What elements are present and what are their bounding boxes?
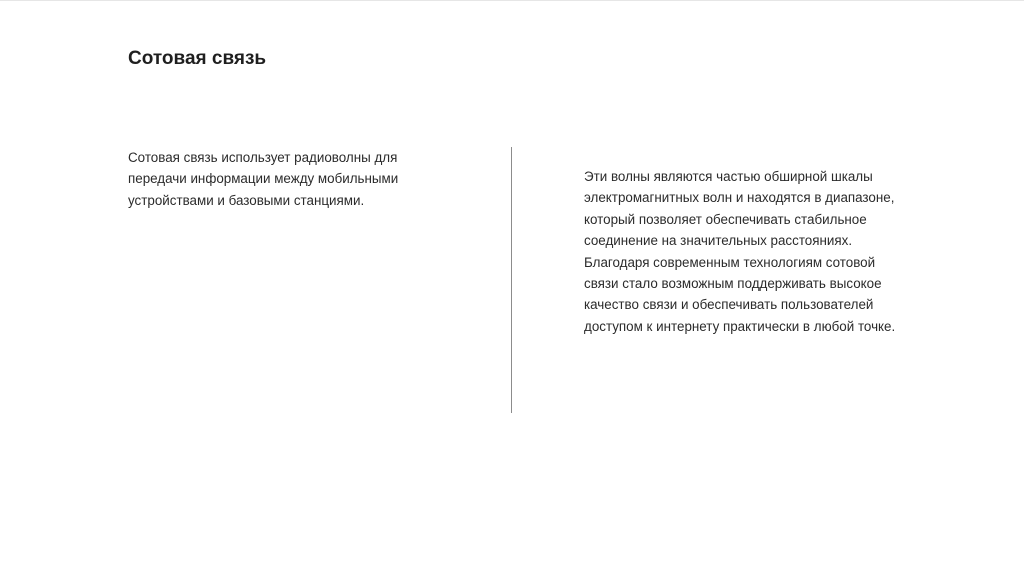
top-border	[0, 0, 1024, 1]
right-text-line: электромагнитных волн и находятся в диапазоне,	[584, 190, 895, 206]
right-text-line: Благодаря современным технологиям сотовой	[584, 254, 876, 270]
right-text-line: связи стало возможным поддерживать высокое	[584, 276, 882, 292]
right-text-line: который позволяет обеспечивать стабильное	[584, 211, 867, 227]
right-text-line: Эти волны являются частью обширной шкалы	[584, 169, 873, 184]
slide-title: Сотовая связь	[128, 48, 267, 69]
left-column-text	[128, 147, 468, 211]
left-text-line: Сотовая связь использует радиоволны для	[128, 150, 398, 165]
right-text-line: доступом к интернету практически в любой точке.	[584, 318, 896, 334]
right-text-line: соединение на значительных расстояниях.	[584, 233, 853, 249]
column-divider	[511, 147, 512, 413]
left-text-line: устройствами и базовыми станциями.	[128, 192, 365, 208]
right-column-text	[584, 166, 924, 337]
left-text-line: передачи информации между мобильными	[128, 171, 399, 187]
right-text-line: качество связи и обеспечивать пользователей	[584, 297, 874, 313]
